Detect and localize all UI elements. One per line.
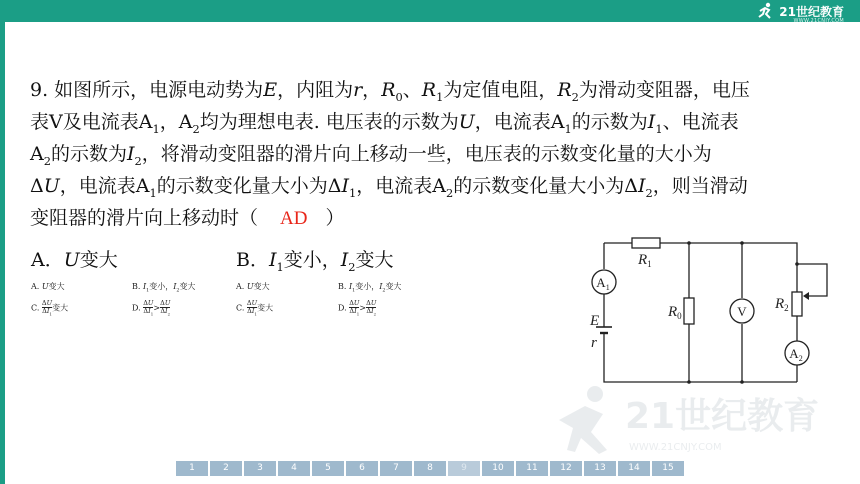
option-b-large: B．$I_1$变小，$I_2$变大 bbox=[236, 249, 394, 274]
option-a-small-repeat: A. U变大 bbox=[236, 282, 270, 291]
logo-text: 21世纪教育 bbox=[779, 4, 844, 19]
question-line-2: 表V及电流表$A_1$，$A_2$均为理想电表. 电压表的示数为U，电流表$A_1$的示数为$I_1$、电流表 bbox=[30, 111, 739, 136]
option-a-large: A．U变大 bbox=[31, 249, 118, 271]
option-d-small: D. $\frac{\Delta U}{\Delta I_1}$ > $\frac{\Delta U}{\Delta I_2}$ bbox=[132, 299, 171, 317]
slider-arrow-icon bbox=[803, 292, 809, 300]
question-line-4: ΔU，电流表$A_1$的示数变化量大小为$\Delta I_1$，电流表$A_2$的示数变化量大小为$\Delta I_2$，则当滑动 bbox=[30, 175, 748, 200]
option-b-small-repeat: B. $I_1$变小，$I_2$变大 bbox=[338, 282, 402, 294]
runner-logo-icon bbox=[756, 2, 776, 20]
page-button-13[interactable]: 13 bbox=[584, 461, 616, 476]
page-button-8[interactable]: 8 bbox=[414, 461, 446, 476]
watermark-text: 21世纪教育 bbox=[625, 396, 820, 437]
circuit-diagram bbox=[582, 226, 842, 391]
page-button-3[interactable]: 3 bbox=[244, 461, 276, 476]
page-button-6[interactable]: 6 bbox=[346, 461, 378, 476]
resistor-r1 bbox=[632, 238, 660, 248]
resistor-r2 bbox=[792, 292, 802, 316]
page-button-12[interactable]: 12 bbox=[550, 461, 582, 476]
page-button-2[interactable]: 2 bbox=[210, 461, 242, 476]
label-a2: $A_2$ bbox=[789, 346, 803, 363]
question-line-3: $A_2$的示数为$I_2$，将滑动变阻器的滑片向上移动一些，电压表的示数变化量的大小为 bbox=[30, 143, 712, 168]
page-button-1[interactable]: 1 bbox=[176, 461, 208, 476]
label-r: r bbox=[591, 335, 597, 351]
page-button-7[interactable]: 7 bbox=[380, 461, 412, 476]
watermark-logo bbox=[545, 380, 835, 460]
page-button-10[interactable]: 10 bbox=[482, 461, 514, 476]
question-line-5: 变阻器的滑片向上移动时（ AD ） bbox=[30, 207, 345, 229]
page-button-14[interactable]: 14 bbox=[618, 461, 650, 476]
question-text bbox=[30, 74, 840, 234]
label-r1: $R_1$ bbox=[638, 252, 652, 269]
watermark-subtext: WWW.21CNJY.COM bbox=[629, 442, 722, 453]
left-accent-bar bbox=[0, 22, 5, 484]
option-b-small: B. $I_1$变小，$I_2$变大 bbox=[132, 282, 196, 294]
slider-wire bbox=[797, 264, 827, 296]
page-button-15[interactable]: 15 bbox=[652, 461, 684, 476]
page-button-11[interactable]: 11 bbox=[516, 461, 548, 476]
label-a1: $A_1$ bbox=[596, 275, 610, 292]
question-line-1: 9. 如图所示，电源电动势为E，内阻为r，$R_0$、$R_1$为定值电阻，$R_2$为滑动变阻器，电压 bbox=[30, 79, 750, 104]
label-r2: $R_2$ bbox=[775, 296, 789, 313]
bottom-wire bbox=[604, 333, 797, 382]
page-button-4[interactable]: 4 bbox=[278, 461, 310, 476]
page-navigation bbox=[176, 461, 684, 476]
logo-subtext: WWW.21CNJY.COM bbox=[793, 18, 844, 24]
question-number: 9. bbox=[30, 79, 49, 101]
brand-logo bbox=[756, 1, 844, 24]
option-c-small-repeat: C. $\frac{\Delta U}{\Delta I_1}$ 变大 bbox=[236, 299, 274, 317]
label-e: E bbox=[590, 313, 600, 329]
label-v: V bbox=[737, 304, 747, 319]
page-button-5[interactable]: 5 bbox=[312, 461, 344, 476]
label-r0: $R_0$ bbox=[668, 304, 682, 321]
page-button-9[interactable]: 9 bbox=[448, 461, 480, 476]
option-c-small: C. $\frac{\Delta U}{\Delta I_1}$ 变大 bbox=[31, 299, 69, 317]
top-header-bar bbox=[0, 0, 860, 22]
answer-text: AD bbox=[280, 208, 308, 229]
option-d-small-repeat: D. $\frac{\Delta U}{\Delta I_1}$ > $\frac{\Delta U}{\Delta I_2}$ bbox=[338, 299, 377, 317]
option-a-small: A. U变大 bbox=[31, 282, 65, 291]
resistor-r0 bbox=[684, 298, 694, 324]
